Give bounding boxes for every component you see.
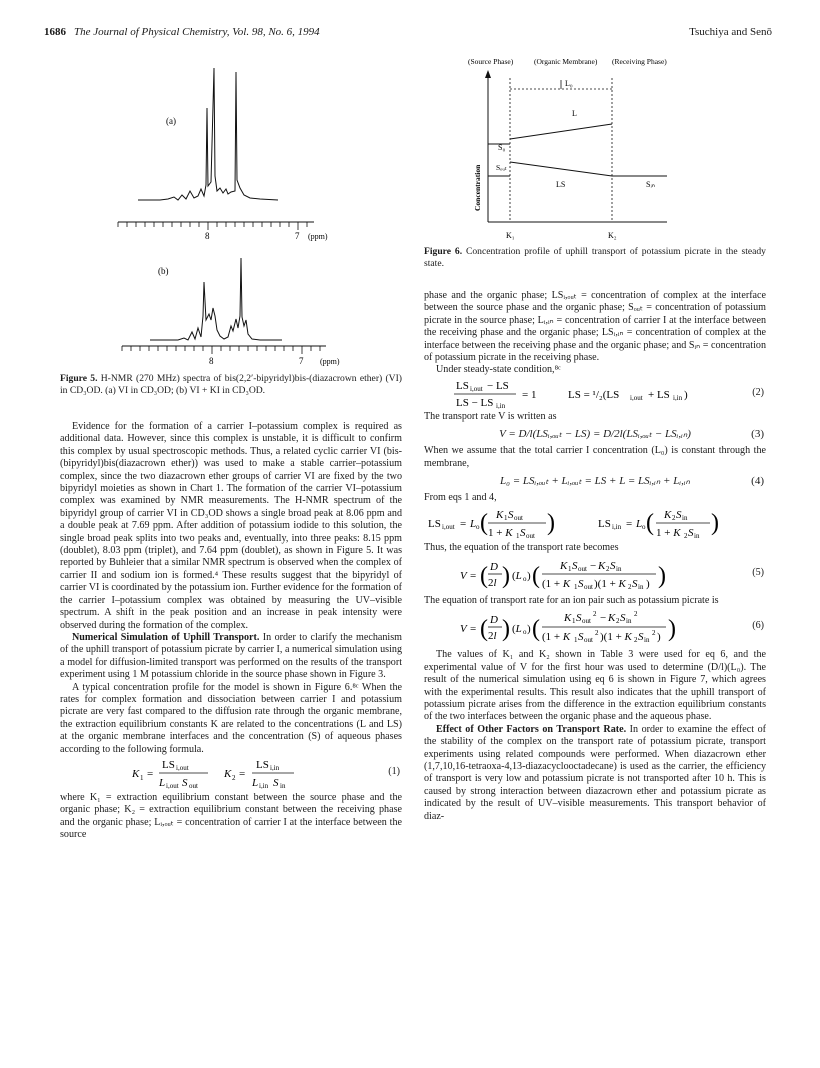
- svg-text:(: (: [532, 616, 540, 643]
- svg-text:2l: 2l: [488, 630, 497, 643]
- page-number: 1686: [44, 26, 66, 38]
- svg-text:K: K: [224, 767, 232, 780]
- svg-text:): ): [527, 623, 531, 636]
- svg-text:in: in: [626, 617, 632, 626]
- figure5-caption: [60, 373, 402, 396]
- figure5-nmr-spectra: [100, 58, 360, 370]
- svg-text:S: S: [576, 612, 582, 625]
- paragraph: Thus, the equation of the transport rate becomes: [424, 542, 619, 554]
- svg-text:1: 1: [574, 582, 578, 591]
- svg-text:−: −: [590, 559, 597, 572]
- svg-text:D: D: [490, 560, 498, 573]
- label-S0: S₀: [498, 143, 506, 152]
- svg-text:): ): [646, 577, 650, 590]
- paragraph: phase and the organic phase; LSᵢ,ₒᵤₜ = concentration of complex at the interface between the source phase and the organic phase; Sₒᵤₜ = concentration of potassium picrate in the source phase; Lᵢ,ᵢₙ = concentration of carrier I at the interface between the receiving phase and the organic phase; LSᵢ,ᵢₙ = concentration of complex at the interface between the receiving phase and the organic phase; and Sᵢₙ = concentration of potassium picrate in the receiving phase.: [424, 290, 766, 364]
- svg-text:i,in: i,in: [612, 523, 622, 532]
- svg-text:out: out: [584, 636, 593, 645]
- svg-text:=: =: [470, 623, 477, 636]
- svg-text:K: K: [496, 509, 504, 522]
- label-Sin: Sᵢₙ: [646, 180, 655, 189]
- equation-5: [424, 555, 766, 595]
- svg-text:=: =: [239, 767, 246, 780]
- journal-citation: The Journal of Physical Chemistry, Vol. 98, No. 6, 1994: [74, 26, 320, 38]
- svg-text:2: 2: [652, 629, 656, 638]
- svg-text:): ): [711, 510, 719, 537]
- spectrum-b: [122, 258, 340, 366]
- svg-text:i,out: i,out: [176, 763, 189, 772]
- paragraph: The equation of transport rate for an ion pair such as potassium picrate is: [424, 594, 719, 606]
- svg-text:): ): [502, 562, 510, 589]
- svg-text:i,in: i,in: [259, 781, 269, 790]
- equation-6-render: [460, 607, 760, 649]
- svg-text:K: K: [608, 612, 616, 625]
- paragraph-body: In order to clarify the mechanism of the uphill transport of potassium picrate by carrier I, a numerical simulation using a model for diffusion-limited transport was performed on the results of the transport experiment using 1 M potassium chloride in the source phase shown in Figure 3.: [60, 631, 402, 681]
- spectrum-a: [118, 68, 328, 241]
- panel-label-b: (b): [158, 266, 169, 276]
- svg-text:in: in: [638, 582, 644, 591]
- equation-3-body: V = D/l(LSᵢ,ₒᵤₜ − LS) = D/2l(LSᵢ,ₒᵤₜ − LSᵢ,ᵢₙ): [499, 428, 691, 441]
- svg-text:(: (: [532, 562, 540, 589]
- svg-text:(1 + K: (1 + K: [542, 577, 571, 590]
- svg-text:LS: LS: [428, 518, 441, 531]
- complex-profile-LS: [510, 162, 612, 176]
- svg-text:i,out: i,out: [630, 393, 643, 402]
- svg-text:1: 1: [140, 773, 144, 782]
- label-source-phase: (Source Phase): [468, 57, 514, 66]
- svg-text:K: K: [664, 509, 672, 522]
- svg-text:): ): [527, 569, 531, 582]
- svg-text:1: 1: [572, 617, 576, 626]
- label-organic-membrane: (Organic Membrane): [534, 57, 598, 66]
- svg-text:S: S: [273, 776, 279, 789]
- svg-text:2: 2: [593, 610, 597, 619]
- svg-text:D: D: [490, 614, 498, 627]
- svg-text:2: 2: [628, 582, 632, 591]
- y-axis-arrow: [485, 70, 491, 78]
- svg-text:2: 2: [672, 514, 676, 523]
- paragraph: where K₁ = extraction equilibrium constant between the source phase and the organic phase; K₂ = extraction equilibrium constant between the receiving phase and the organic phase; Lᵢ,ₒᵤₜ = concentration of carrier I at the interface between the source: [60, 791, 402, 841]
- svg-text:2: 2: [684, 532, 688, 541]
- svg-text:): ): [658, 562, 666, 589]
- y-axis-label: Concentration: [473, 164, 482, 211]
- equation-2-render: [454, 377, 754, 409]
- svg-text:+ LS: + LS: [648, 388, 670, 401]
- svg-text:i,in: i,in: [673, 393, 683, 402]
- axis-ticks-b: [122, 346, 320, 354]
- tick-label-8-b: 8: [209, 356, 214, 366]
- svg-text:S: S: [578, 631, 584, 644]
- svg-text:2: 2: [606, 564, 610, 573]
- svg-text:2: 2: [634, 610, 638, 619]
- svg-text:V: V: [460, 569, 467, 582]
- axis-ticks-a: [118, 222, 307, 230]
- svg-text:=: =: [460, 518, 467, 531]
- svg-text:2: 2: [616, 617, 620, 626]
- panel-label-a: (a): [166, 116, 176, 126]
- spectrum-trace-b: [150, 258, 282, 340]
- svg-text:): ): [502, 616, 510, 643]
- svg-text:V: V: [460, 623, 467, 636]
- equation-3: [424, 423, 766, 445]
- svg-text:in: in: [616, 564, 622, 573]
- svg-text:(: (: [480, 616, 488, 643]
- svg-text:1 + K: 1 + K: [488, 527, 513, 540]
- paragraph: [60, 632, 402, 682]
- svg-text:1: 1: [504, 514, 508, 523]
- left-column: [60, 421, 402, 842]
- equation-6: [424, 607, 766, 649]
- paragraph: When we assume that the total carrier I concentration (L₀) is constant through the membrane,: [424, 445, 766, 469]
- svg-text:out: out: [526, 532, 535, 541]
- label-receiving-phase: (Receiving Phase): [612, 57, 667, 66]
- svg-text:S: S: [638, 631, 644, 644]
- equation-4-number: (4): [751, 475, 764, 488]
- paragraph: [424, 724, 766, 823]
- equation-derived-render: [428, 504, 758, 542]
- svg-text:=: =: [626, 518, 633, 531]
- figure6-caption-label: Figure 6.: [424, 246, 463, 257]
- svg-text:1: 1: [516, 532, 520, 541]
- svg-text:LS = ¹/₂(LS: LS = ¹/₂(LS: [568, 388, 620, 401]
- svg-text:out: out: [578, 564, 587, 573]
- svg-text:(L: (L: [512, 569, 522, 582]
- figure5-caption-text: H-NMR (270 MHz) spectra of bis(2,2′-bipyridyl)bis-(diazacrown ether) (VI) in CD₃OD. (a) VI in CD₃OD; (b) VI + KI in CD₃OD.: [60, 373, 402, 396]
- svg-text:)(1 + K: )(1 + K: [600, 631, 632, 644]
- unit-label-b: (ppm): [320, 357, 340, 366]
- svg-text:(1 + K: (1 + K: [542, 631, 571, 644]
- paragraph: Under steady-state condition,⁸ᶜ: [436, 364, 561, 376]
- svg-text:o: o: [523, 628, 527, 637]
- svg-text:): ): [668, 616, 676, 643]
- svg-text:i,out: i,out: [470, 384, 483, 393]
- svg-text:LS: LS: [162, 758, 175, 771]
- tick-label-7-b: 7: [299, 356, 304, 366]
- svg-text:out: out: [584, 582, 593, 591]
- equation-5-render: [460, 555, 760, 595]
- svg-text:K: K: [564, 612, 572, 625]
- svg-text:K: K: [132, 767, 140, 780]
- svg-text:out: out: [582, 617, 591, 626]
- svg-text:2: 2: [595, 629, 599, 638]
- svg-text:LS − LS: LS − LS: [456, 396, 494, 409]
- equation-3-number: (3): [751, 428, 764, 441]
- unit-label-a: (ppm): [308, 232, 328, 241]
- section-heading: Numerical Simulation of Uphill Transport.: [72, 631, 260, 643]
- svg-text:in: in: [280, 781, 286, 790]
- spectrum-trace-a: [138, 68, 278, 200]
- svg-text:LS: LS: [456, 379, 469, 392]
- equation-derived: [424, 504, 766, 542]
- figure6-caption-text: Concentration profile of uphill transport of potassium picrate in the steady state.: [424, 246, 766, 269]
- svg-text:L: L: [252, 776, 259, 789]
- svg-text:K: K: [598, 559, 606, 572]
- svg-text:i,out: i,out: [166, 781, 179, 790]
- svg-text:LS: LS: [256, 758, 269, 771]
- svg-text:2: 2: [232, 773, 236, 782]
- svg-text:o: o: [476, 523, 480, 532]
- svg-text:S: S: [676, 509, 682, 522]
- svg-text:(: (: [480, 510, 488, 537]
- paragraph: The transport rate V is written as: [424, 410, 557, 422]
- equation-1-render: [132, 756, 382, 790]
- svg-text:S: S: [182, 776, 188, 789]
- section-heading: Effect of Other Factors on Transport Rate.: [436, 723, 627, 735]
- svg-text:i,in: i,in: [270, 763, 280, 772]
- svg-text:i,out: i,out: [442, 523, 455, 532]
- header-authors: Tsuchiya and Senō: [689, 26, 772, 38]
- svg-text:out: out: [189, 781, 198, 790]
- equation-4: [424, 470, 766, 492]
- equation-6-number: (6): [752, 620, 764, 632]
- label-L: L: [572, 109, 577, 118]
- svg-text:L: L: [636, 518, 643, 531]
- svg-text:)(1 + K: )(1 + K: [594, 577, 626, 590]
- paragraph: From eqs 1 and 4,: [424, 492, 497, 504]
- equation-1-number: (1): [388, 765, 400, 777]
- svg-text:(: (: [646, 510, 654, 537]
- svg-text:L: L: [159, 776, 166, 789]
- carrier-profile-L: [510, 124, 612, 139]
- svg-text:− LS: − LS: [487, 379, 509, 392]
- svg-text:S: S: [508, 509, 514, 522]
- svg-text:1: 1: [574, 636, 578, 645]
- header-left: [44, 26, 320, 38]
- equation-2-number: (2): [752, 386, 764, 398]
- svg-text:(L: (L: [512, 623, 522, 636]
- page-header: [44, 26, 772, 42]
- svg-text:): ): [657, 631, 661, 644]
- svg-text:out: out: [514, 514, 523, 523]
- svg-text:): ): [684, 388, 688, 401]
- equation-2: [424, 377, 766, 411]
- svg-text:2l: 2l: [488, 576, 497, 589]
- svg-text:= 1: = 1: [522, 388, 537, 401]
- svg-text:o: o: [523, 574, 527, 583]
- tick-label-7-a: 7: [295, 231, 300, 241]
- paragraph-body: In order to examine the effect of the stability of the complex on the transport rate of potassium picrate, transport experiments using related compounds were performed. When diazacrown ether (1,7,10,16-tetraoxa-4,13-diazacyclooctadecane) is used as the carrier, the efficiency of transport is very low and potassium picrate is not transported after 10 h. This is caused by strong interaction between diazacrown ether and potassium picrate as indicated by the result of UV–visible measurements. This transport behavior of diaz-: [424, 723, 766, 822]
- svg-text:1 + K: 1 + K: [656, 527, 681, 540]
- label-K1: K₁: [506, 231, 515, 240]
- svg-text:=: =: [147, 767, 154, 780]
- right-column: [424, 290, 766, 823]
- equation-5-number: (5): [752, 566, 764, 578]
- svg-text:i,in: i,in: [496, 401, 506, 409]
- svg-text:LS: LS: [598, 518, 611, 531]
- svg-text:1: 1: [568, 564, 572, 573]
- figure6-concentration-profile: [462, 56, 682, 246]
- svg-text:S: S: [578, 577, 584, 590]
- svg-text:in: in: [644, 636, 650, 645]
- svg-text:S: S: [610, 559, 616, 572]
- svg-text:in: in: [682, 514, 688, 523]
- svg-text:S: S: [520, 527, 526, 540]
- label-Sout: Sₒᵤₜ: [496, 163, 508, 172]
- label-LS: LS: [556, 180, 566, 189]
- svg-text:o: o: [642, 523, 646, 532]
- svg-text:): ): [547, 510, 555, 537]
- paragraph: Evidence for the formation of a carrier I–potassium complex is required as additional data. However, since this complex is unstable, it is difficult to confirm this complex by usual spectroscopic methods. Thus, a related cyclic carrier VI (bis-(bipyridyl)bis(diazacrown ether)) was used to make a stable carrier–potassium complex, since the two diazacrown ether groups of carrier VI are fixed by the two bipyridyl moieties as shown in Chart 1. The formation of the carrier VI–potassium complex was examined by NMR measurements. The H-NMR spectrum of the bipyridyl group of carrier VI in CD₃OD shows a single broad peak at 8.06 ppm and a double peak at 7.69 ppm. After addition of potassium iodide to this solution, the single broad peak splits into two peaks and, eventually, into three peaks: 8.15 ppm (doublet), 8.03 ppm (triplet), and 7.64 ppm (doublet), as shown in Figure 5. It was reported by Buhleier that a similar NMR spectrum is observed when the complex of carrier II and sodium ion is formed.⁴ These results suggest that the bipyridyl of carrier VI is coordinated by the potassium ion. Further evidence for the formation of the carrier I–potassium complex was obtained by measuring the UV–visible spectrum. A shift in the peak position and an increase in peak intensity were observed during the formation of the complex.: [60, 421, 402, 631]
- label-K2: K₂: [608, 231, 617, 240]
- paragraph: A typical concentration profile for the model is shown in Figure 6.⁸ᶜ When the rates for complex formation and dissociation between carrier I and potassium picrate are very fast compared to the diffusion rate through the organic membrane, the extraction equilibrium constants K are related to the concentrations (L and LS) at the organic membrane interfaces and the concentration (S) of aqueous phases according to the following formula.: [60, 681, 402, 755]
- svg-text:−: −: [600, 612, 607, 625]
- equation-4-body: L₀ = LSᵢ,ₒᵤₜ + Lᵢ,ₒᵤₜ = LS + L = LSᵢ,ᵢₙ + Lᵢ,ᵢₙ: [500, 475, 690, 488]
- svg-text:S: S: [572, 559, 578, 572]
- equation-1: [60, 756, 402, 792]
- paragraph: The values of K₁ and K₂ shown in Table 3 were used for eq 6, and the experimental value of V for the first hour was used to determine (D/l)(L₀). The result of the numerical simulation using eq 6 is shown in Figure 7, which agrees with the experimental results. This result also indicates that the uphill transport of potassium picrate arises from the difference in the extraction equilibrium constants of the two interfaces between the organic phase and the aqueous phase.: [424, 649, 766, 723]
- svg-text:(: (: [480, 562, 488, 589]
- svg-text:in: in: [694, 532, 700, 541]
- svg-text:=: =: [470, 569, 477, 582]
- svg-text:2: 2: [634, 636, 638, 645]
- svg-text:K: K: [560, 559, 568, 572]
- tick-label-8-a: 8: [205, 231, 210, 241]
- svg-text:S: S: [632, 577, 638, 590]
- figure6-caption: [424, 246, 766, 269]
- figure5-caption-label: Figure 5.: [60, 373, 98, 384]
- svg-text:S: S: [620, 612, 626, 625]
- label-L0: L₀: [565, 79, 573, 88]
- svg-text:S: S: [688, 527, 694, 540]
- svg-text:L: L: [470, 518, 477, 531]
